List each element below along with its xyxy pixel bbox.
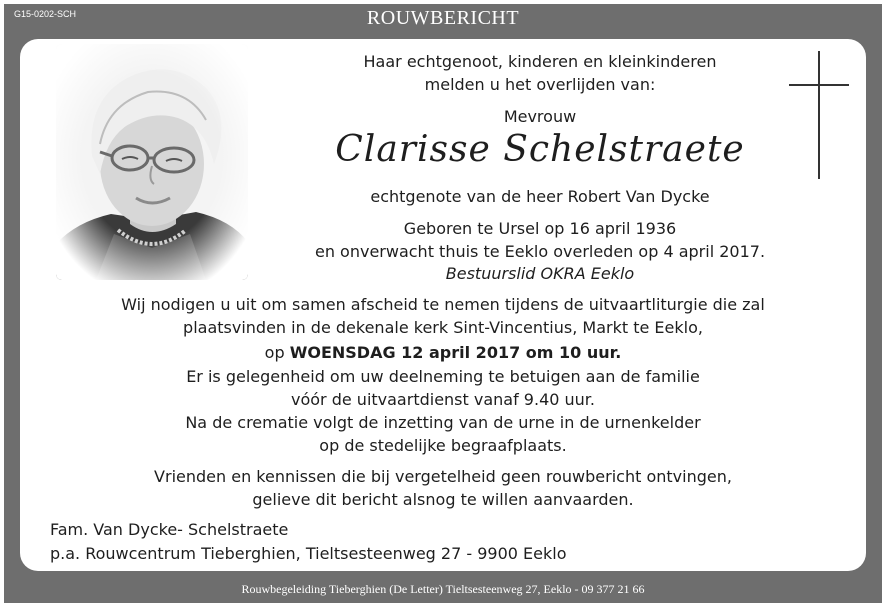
spouse-line: echtgenote van de heer Robert Van Dycke xyxy=(370,187,710,206)
cremation-line-1: Na de crematie volgt de inzetting van de urne in de urnenkelder xyxy=(185,413,701,432)
salutation: Mevrouw xyxy=(503,107,577,126)
condolence-line-1: Er is gelegenheid om uw deelneming te betuigen aan de familie xyxy=(186,367,700,386)
cross-icon-bar xyxy=(789,84,849,86)
invite-line-1: Wij nodigen u uit om samen afscheid te nemen tijdens de uitvaartliturgie die zal xyxy=(121,295,765,314)
date-prefix: op xyxy=(264,343,290,362)
notice-title: ROUWBERICHT xyxy=(366,7,520,29)
family-address: p.a. Rouwcentrum Tieberghien, Tieltsesteenweg 27 - 9900 Eeklo xyxy=(50,544,567,563)
portrait-photo xyxy=(56,44,248,280)
role-line: Bestuurslid OKRA Eeklo xyxy=(445,264,635,283)
death-line: en onverwacht thuis te Eeklo overleden op 4 april 2017. xyxy=(314,242,766,261)
footer-text: Rouwbegeleiding Tieberghien (De Letter) Tieltsesteenweg 27, Eeklo - 09 377 21 66 xyxy=(241,582,645,596)
notice-code: G15-0202-SCH xyxy=(14,9,77,19)
service-date: WOENSDAG 12 april 2017 om 10 uur. xyxy=(289,343,622,362)
condolence-line-2: vóór de uitvaartdienst vanaf 9.40 uur. xyxy=(291,390,595,409)
cremation-line-2: op de stedelijke begraafplaats. xyxy=(319,436,567,455)
cross-icon xyxy=(818,51,820,179)
service-date-line xyxy=(20,343,866,363)
friends-line-2: gelieve dit bericht alsnog te willen aanvaarden. xyxy=(252,490,634,509)
deceased-name: Clarisse Schelstraete xyxy=(335,129,745,170)
friends-line-1: Vrienden en kennissen die bij vergetelheid geen rouwbericht ontvingen, xyxy=(154,467,732,486)
invite-line-2: plaatsvinden in de dekenale kerk Sint-Vincentius, Markt te Eeklo, xyxy=(183,318,703,337)
intro-line-1: Haar echtgenoot, kinderen en kleinkinderen xyxy=(363,52,717,71)
intro-line-2: melden u het overlijden van: xyxy=(424,75,656,94)
birth-line: Geboren te Ursel op 16 april 1936 xyxy=(403,219,677,238)
family-name: Fam. Van Dycke- Schelstraete xyxy=(50,520,289,539)
